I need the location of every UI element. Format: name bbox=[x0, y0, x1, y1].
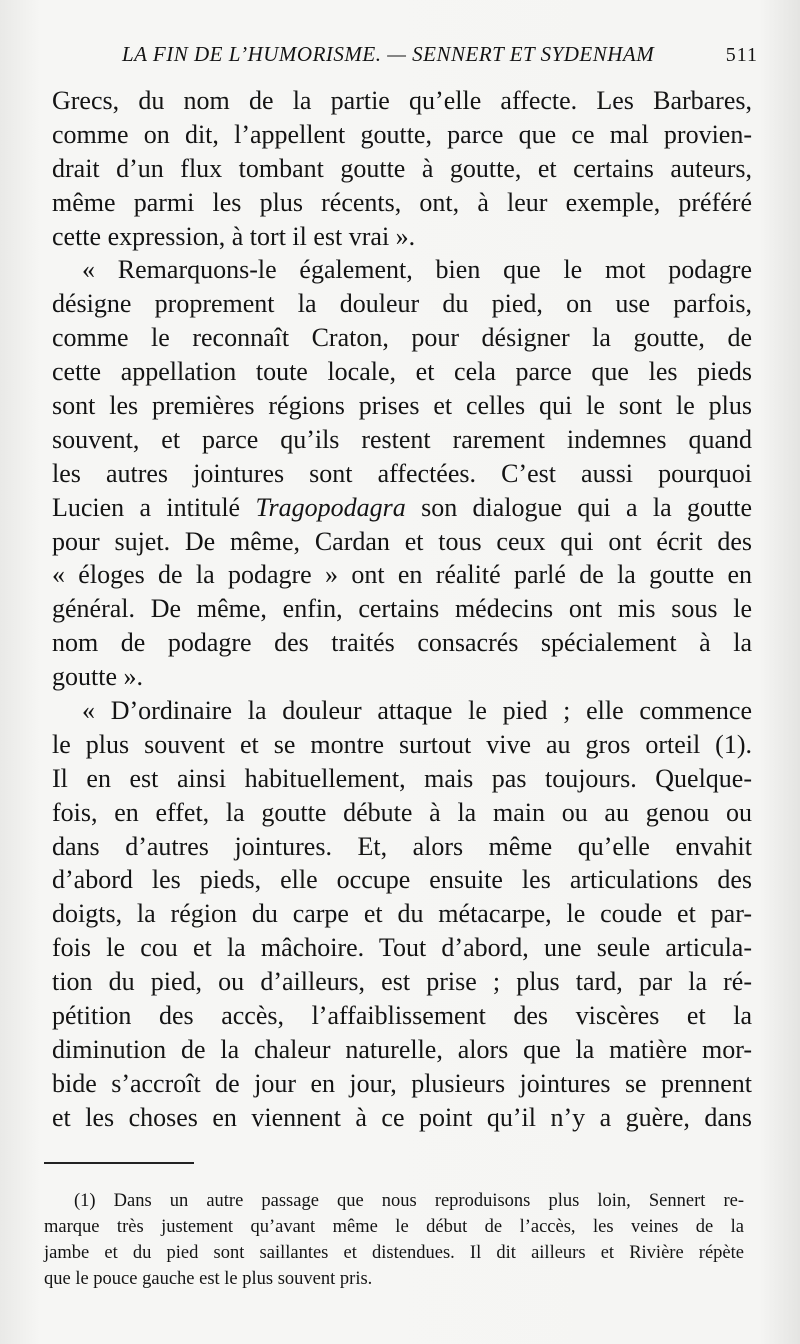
text-line: bide s’accroît de jour en jour, plusieurs jointures se prennent bbox=[52, 1068, 752, 1098]
text-line: Grecs, du nom de la partie qu’elle affecte. Les Barbares, bbox=[52, 86, 752, 115]
text-line: « éloges de la podagre » ont en réalité parlé de la goutte en bbox=[52, 560, 752, 590]
text-line: « Remarquons-le également, bien que le mot podagre bbox=[82, 255, 752, 285]
text-line: tion du pied, ou d’ailleurs, est prise ; plus tard, par la ré- bbox=[52, 967, 752, 997]
text-line: d’abord les pieds, elle occupe ensuite les articulations des bbox=[52, 865, 752, 895]
text-line: cette expression, à tort il est vrai ». bbox=[52, 221, 416, 251]
text-line-with-italic bbox=[52, 491, 752, 525]
text-line: sont les premières régions prises et celles qui le sont le plus bbox=[52, 391, 752, 421]
body-text bbox=[52, 84, 752, 1135]
text-line: comme le reconnaît Craton, pour désigner la goutte, de bbox=[52, 323, 752, 353]
text-line: comme on dit, l’appellent goutte, parce que ce mal provien- bbox=[52, 119, 752, 149]
footnote bbox=[44, 1188, 744, 1292]
text-line: dans d’autres jointures. Et, alors même qu’elle envahit bbox=[52, 831, 752, 861]
text-line: goutte ». bbox=[52, 662, 143, 692]
footnote-divider bbox=[44, 1162, 194, 1164]
text-line: général. De même, enfin, certains médecins ont mis sous le bbox=[52, 594, 752, 624]
text-line: et les choses en viennent à ce point qu’il n’y a guère, dans bbox=[52, 1102, 752, 1132]
text-line: cette appellation toute locale, et cela parce que les pieds bbox=[52, 357, 752, 387]
text-line: diminution de la chaleur naturelle, alors que la matière mor- bbox=[52, 1034, 752, 1064]
text-line: drait d’un flux tombant goutte à goutte, et certains auteurs, bbox=[52, 153, 752, 183]
text-line: les autres jointures sont affectées. C’est aussi pourquoi bbox=[52, 458, 752, 488]
text-line: le plus souvent et se montre surtout vive au gros orteil (1). bbox=[52, 729, 752, 759]
text-line: souvent, et parce qu’ils restent rarement indemnes quand bbox=[52, 424, 752, 454]
text-line: pétition des accès, l’affaiblissement des viscères et la bbox=[52, 1001, 752, 1031]
text-segment: Lucien a intitulé bbox=[52, 492, 256, 522]
text-line: nom de podagre des traités consacrés spécialement à la bbox=[52, 628, 752, 658]
italic-title: Tragopodagra bbox=[255, 492, 406, 522]
text-line: Il en est ainsi habituellement, mais pas toujours. Quelque- bbox=[52, 763, 752, 793]
text-line: même parmi les plus récents, ont, à leur exemple, préféré bbox=[52, 187, 752, 217]
text-line: doigts, la région du carpe et du métacarpe, le coude et par- bbox=[52, 899, 752, 929]
footnote-line: (1) Dans un autre passage que nous reproduisons plus loin, Sennert re- bbox=[74, 1191, 744, 1211]
text-line: fois le cou et la mâchoire. Tout d’abord, une seule articula- bbox=[52, 933, 752, 963]
running-title: LA FIN DE L’HUMORISME. — SENNERT ET SYDENHAM bbox=[122, 42, 655, 66]
text-line: fois, en effet, la goutte débute à la main ou au genou ou bbox=[52, 797, 752, 827]
footnote-line: marque très justement qu’avant même le début de l’accès, les veines de la bbox=[44, 1217, 744, 1237]
page-number: 511 bbox=[725, 44, 758, 66]
text-line: pour sujet. De même, Cardan et tous ceux qui ont écrit des bbox=[52, 526, 752, 556]
text-segment: son dialogue qui a la goutte bbox=[405, 492, 752, 522]
footnote-line: que le pouce gauche est le plus souvent pris. bbox=[44, 1269, 373, 1289]
page-header bbox=[60, 38, 758, 74]
footnote-line: jambe et du pied sont saillantes et distendues. Il dit ailleurs et Rivière répète bbox=[44, 1243, 744, 1263]
text-line: « D’ordinaire la douleur attaque le pied ; elle commence bbox=[82, 696, 752, 726]
text-line: désigne proprement la douleur du pied, on use parfois, bbox=[52, 289, 752, 319]
